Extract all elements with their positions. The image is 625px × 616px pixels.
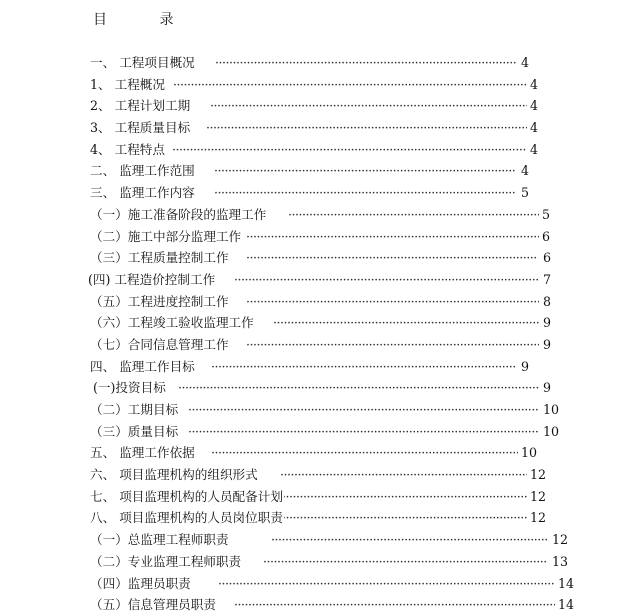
toc-leader-dots	[206, 117, 527, 139]
toc-leader-dots	[211, 356, 516, 378]
toc-entry[interactable]	[0, 160, 625, 182]
toc-entry[interactable]	[0, 377, 625, 399]
toc-entry-page-number: 5	[542, 204, 550, 226]
toc-entry[interactable]	[0, 226, 625, 248]
toc-leader-dots	[275, 486, 527, 508]
toc-entry[interactable]	[0, 312, 625, 334]
toc-entry[interactable]	[0, 182, 625, 204]
toc-leader-dots	[271, 529, 549, 551]
toc-entry-page-number: 4	[530, 74, 538, 96]
toc-leader-dots	[273, 312, 539, 334]
toc-entry-page-number: 5	[521, 182, 529, 204]
toc-leader-dots	[234, 269, 539, 291]
toc-leader-dots	[215, 52, 516, 74]
toc-entry[interactable]	[0, 74, 625, 96]
toc-entry-page-number: 12	[530, 464, 546, 486]
toc-leader-dots	[214, 160, 516, 182]
toc-leader-dots	[246, 226, 539, 248]
toc-entry-page-number: 14	[558, 594, 574, 616]
toc-entry-label: (一)投资目标	[93, 377, 167, 399]
toc-entry[interactable]	[0, 334, 625, 356]
toc-entry-label: （七）合同信息管理工作	[90, 334, 230, 356]
toc-entry-label: 一、 工程项目概况	[90, 52, 196, 74]
toc-entry[interactable]	[0, 507, 625, 529]
toc-entry-page-number: 4	[530, 139, 538, 161]
toc-entry[interactable]	[0, 356, 625, 378]
toc-leader-dots	[218, 573, 555, 595]
toc-entry-page-number: 9	[543, 334, 551, 356]
toc-entry-page-number: 7	[543, 269, 551, 291]
toc-leader-dots	[246, 334, 539, 356]
toc-entry-label: （三）质量目标	[90, 421, 179, 443]
toc-entry-page-number: 4	[530, 117, 538, 139]
toc-entry-page-number: 8	[543, 291, 551, 313]
toc-leader-dots	[210, 95, 527, 117]
toc-entry-page-number: 4	[521, 52, 529, 74]
toc-entry-label: 二、 监理工作范围	[90, 160, 196, 182]
toc-entry-page-number: 14	[558, 573, 574, 595]
toc-entry-page-number: 10	[521, 442, 537, 464]
toc-entry-label: （二）施工中部分监理工作	[90, 226, 242, 248]
toc-entry-page-number: 9	[543, 377, 551, 399]
toc-entry[interactable]	[0, 139, 625, 161]
toc-leader-dots	[234, 594, 555, 616]
toc-entry-page-number: 6	[542, 226, 550, 248]
toc-leader-dots	[288, 204, 539, 226]
toc-entry[interactable]	[0, 486, 625, 508]
toc-leader-dots	[188, 399, 539, 421]
toc-entry[interactable]	[0, 204, 625, 226]
toc-entry[interactable]	[0, 594, 625, 616]
toc-entry[interactable]	[0, 464, 625, 486]
toc-entry-page-number: 12	[552, 529, 568, 551]
toc-leader-dots	[172, 139, 527, 161]
toc-entry-label: 八、 项目监理机构的人员岗位职责	[90, 507, 284, 529]
toc-leader-dots	[188, 421, 539, 443]
toc-entry[interactable]	[0, 269, 625, 291]
toc-entry-label: 四、 监理工作目标	[90, 356, 196, 378]
toc-entry-label: （一）总监理工程师职责	[90, 529, 230, 551]
toc-leader-dots	[178, 377, 539, 399]
toc-entry[interactable]	[0, 573, 625, 595]
toc-entry[interactable]	[0, 52, 625, 74]
toc-entry-label: （二）专业监理工程师职责	[90, 551, 242, 573]
toc-entry-label: （五）工程进度控制工作	[90, 291, 230, 313]
toc-entry-page-number: 4	[530, 95, 538, 117]
toc-entry-label: （五）信息管理员职责	[90, 594, 217, 616]
toc-entry[interactable]	[0, 399, 625, 421]
toc-leader-dots	[173, 74, 527, 96]
toc-entry-label: 1、 工程概况	[90, 74, 166, 96]
toc-entry-label: 六、 项目监理机构的组织形式	[90, 464, 259, 486]
toc-entry[interactable]	[0, 529, 625, 551]
page-title: 目 录	[93, 12, 198, 28]
toc-leader-dots	[214, 182, 516, 204]
toc-entry-label: 七、 项目监理机构的人员配备计划	[90, 486, 284, 508]
toc-leader-dots	[246, 247, 538, 269]
toc-leader-dots	[211, 442, 518, 464]
toc-entry-label: （六）工程竣工验收监理工作	[90, 312, 255, 334]
toc-entry-page-number: 10	[543, 421, 559, 443]
toc-leader-dots	[280, 464, 527, 486]
toc-entry-label: （四）监理员职责	[90, 573, 192, 595]
toc-entry-page-number: 4	[521, 160, 529, 182]
toc-entry-label: （一）施工准备阶段的监理工作	[90, 204, 267, 226]
toc-entry-page-number: 12	[530, 486, 546, 508]
toc-entry-page-number: 6	[543, 247, 551, 269]
toc-entry-page-number: 12	[530, 507, 546, 529]
toc-entry[interactable]	[0, 442, 625, 464]
toc-entry[interactable]	[0, 117, 625, 139]
toc-entry[interactable]	[0, 421, 625, 443]
toc-entry[interactable]	[0, 551, 625, 573]
toc-entry[interactable]	[0, 247, 625, 269]
toc-entry[interactable]	[0, 291, 625, 313]
toc-entry-label: 2、 工程计划工期	[90, 95, 191, 117]
toc-entry-label: 三、 监理工作内容	[90, 182, 196, 204]
toc-entry[interactable]	[0, 95, 625, 117]
toc-leader-dots	[246, 291, 539, 313]
toc-entry-label: 五、 监理工作依据	[90, 442, 196, 464]
toc-entry-label: 4、 工程特点	[90, 139, 166, 161]
toc-leader-dots	[263, 551, 547, 573]
toc-entry-page-number: 9	[521, 356, 529, 378]
toc-entry-label: (四) 工程造价控制工作	[88, 269, 216, 291]
table-of-contents	[0, 52, 625, 616]
toc-entry-page-number: 10	[543, 399, 559, 421]
toc-entry-label: 3、 工程质量目标	[90, 117, 191, 139]
toc-leader-dots	[275, 507, 527, 529]
toc-entry-label: （三）工程质量控制工作	[90, 247, 230, 269]
toc-entry-label: （二）工期目标	[90, 399, 179, 421]
toc-entry-page-number: 13	[552, 551, 568, 573]
toc-entry-page-number: 9	[543, 312, 551, 334]
